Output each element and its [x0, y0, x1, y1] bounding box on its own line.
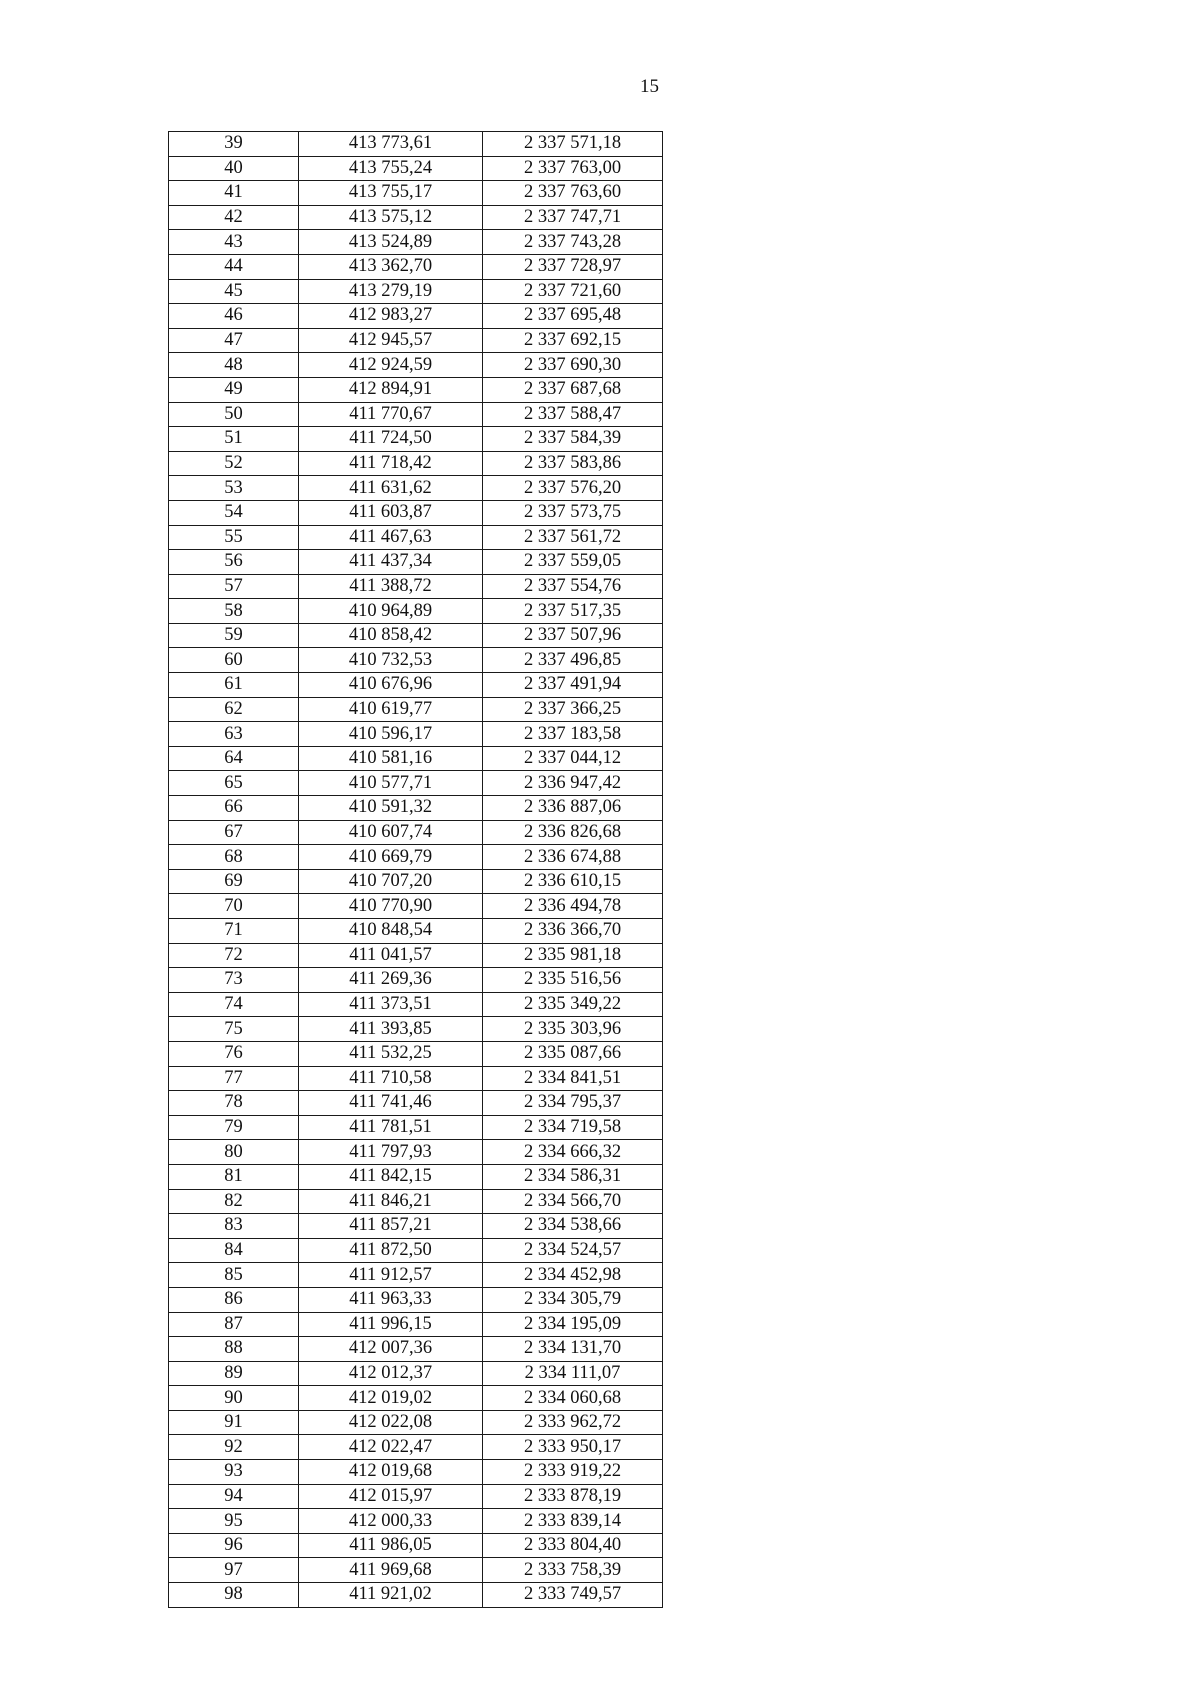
y-coordinate-cell: 2 337 763,00	[483, 156, 663, 181]
x-coordinate-cell: 412 019,02	[299, 1386, 483, 1411]
x-coordinate-cell: 411 269,36	[299, 968, 483, 993]
table-row	[169, 968, 663, 993]
y-coordinate-cell: 2 337 588,47	[483, 402, 663, 427]
page-number: 15	[640, 76, 659, 97]
y-coordinate-cell: 2 334 566,70	[483, 1189, 663, 1214]
x-coordinate-cell: 410 848,54	[299, 919, 483, 944]
point-number-cell: 66	[169, 796, 299, 821]
y-coordinate-cell: 2 334 060,68	[483, 1386, 663, 1411]
point-number-cell: 43	[169, 230, 299, 255]
y-coordinate-cell: 2 334 841,51	[483, 1066, 663, 1091]
point-number-cell: 74	[169, 992, 299, 1017]
y-coordinate-cell: 2 337 496,85	[483, 648, 663, 673]
point-number-cell: 64	[169, 746, 299, 771]
point-number-cell: 77	[169, 1066, 299, 1091]
point-number-cell: 50	[169, 402, 299, 427]
y-coordinate-cell: 2 334 719,58	[483, 1115, 663, 1140]
y-coordinate-cell: 2 333 804,40	[483, 1533, 663, 1558]
y-coordinate-cell: 2 334 586,31	[483, 1164, 663, 1189]
y-coordinate-cell: 2 337 747,71	[483, 205, 663, 230]
y-coordinate-cell: 2 337 695,48	[483, 304, 663, 329]
table-row	[169, 1558, 663, 1583]
table-row	[169, 919, 663, 944]
point-number-cell: 87	[169, 1312, 299, 1337]
y-coordinate-cell: 2 335 087,66	[483, 1041, 663, 1066]
x-coordinate-cell: 411 388,72	[299, 574, 483, 599]
y-coordinate-cell: 2 337 559,05	[483, 550, 663, 575]
x-coordinate-cell: 413 362,70	[299, 254, 483, 279]
table-row	[169, 451, 663, 476]
table-row	[169, 820, 663, 845]
x-coordinate-cell: 413 575,12	[299, 205, 483, 230]
x-coordinate-cell: 411 969,68	[299, 1558, 483, 1583]
table-row	[169, 894, 663, 919]
y-coordinate-cell: 2 336 674,88	[483, 845, 663, 870]
x-coordinate-cell: 411 603,87	[299, 500, 483, 525]
x-coordinate-cell: 413 755,17	[299, 181, 483, 206]
point-number-cell: 45	[169, 279, 299, 304]
x-coordinate-cell: 411 797,93	[299, 1140, 483, 1165]
table-row	[169, 156, 663, 181]
x-coordinate-cell: 410 596,17	[299, 722, 483, 747]
y-coordinate-cell: 2 337 692,15	[483, 328, 663, 353]
point-number-cell: 65	[169, 771, 299, 796]
table-row	[169, 328, 663, 353]
point-number-cell: 97	[169, 1558, 299, 1583]
table-row	[169, 476, 663, 501]
table-row	[169, 943, 663, 968]
y-coordinate-cell: 2 333 839,14	[483, 1509, 663, 1534]
y-coordinate-cell: 2 337 366,25	[483, 697, 663, 722]
table-row	[169, 1041, 663, 1066]
point-number-cell: 71	[169, 919, 299, 944]
y-coordinate-cell: 2 334 131,70	[483, 1337, 663, 1362]
x-coordinate-cell: 410 770,90	[299, 894, 483, 919]
y-coordinate-cell: 2 337 584,39	[483, 427, 663, 452]
y-coordinate-cell: 2 336 887,06	[483, 796, 663, 821]
point-number-cell: 41	[169, 181, 299, 206]
x-coordinate-cell: 411 724,50	[299, 427, 483, 452]
point-number-cell: 59	[169, 623, 299, 648]
y-coordinate-cell: 2 337 571,18	[483, 132, 663, 157]
y-coordinate-cell: 2 334 666,32	[483, 1140, 663, 1165]
point-number-cell: 57	[169, 574, 299, 599]
x-coordinate-cell: 411 532,25	[299, 1041, 483, 1066]
coordinates-table	[168, 131, 663, 1608]
y-coordinate-cell: 2 337 517,35	[483, 599, 663, 624]
x-coordinate-cell: 412 007,36	[299, 1337, 483, 1362]
table-row	[169, 1164, 663, 1189]
table-row	[169, 1091, 663, 1116]
x-coordinate-cell: 410 858,42	[299, 623, 483, 648]
x-coordinate-cell: 410 581,16	[299, 746, 483, 771]
x-coordinate-cell: 412 894,91	[299, 377, 483, 402]
point-number-cell: 78	[169, 1091, 299, 1116]
table-row	[169, 377, 663, 402]
x-coordinate-cell: 412 022,47	[299, 1435, 483, 1460]
y-coordinate-cell: 2 337 507,96	[483, 623, 663, 648]
x-coordinate-cell: 411 631,62	[299, 476, 483, 501]
point-number-cell: 93	[169, 1460, 299, 1485]
point-number-cell: 47	[169, 328, 299, 353]
x-coordinate-cell: 411 842,15	[299, 1164, 483, 1189]
x-coordinate-cell: 410 707,20	[299, 869, 483, 894]
y-coordinate-cell: 2 334 524,57	[483, 1238, 663, 1263]
point-number-cell: 92	[169, 1435, 299, 1460]
table-row	[169, 673, 663, 698]
x-coordinate-cell: 411 996,15	[299, 1312, 483, 1337]
x-coordinate-cell: 410 676,96	[299, 673, 483, 698]
y-coordinate-cell: 2 334 111,07	[483, 1361, 663, 1386]
x-coordinate-cell: 411 437,34	[299, 550, 483, 575]
table-row	[169, 574, 663, 599]
y-coordinate-cell: 2 337 583,86	[483, 451, 663, 476]
point-number-cell: 75	[169, 1017, 299, 1042]
y-coordinate-cell: 2 336 494,78	[483, 894, 663, 919]
y-coordinate-cell: 2 335 516,56	[483, 968, 663, 993]
point-number-cell: 86	[169, 1287, 299, 1312]
y-coordinate-cell: 2 337 687,68	[483, 377, 663, 402]
table-row	[169, 648, 663, 673]
point-number-cell: 85	[169, 1263, 299, 1288]
x-coordinate-cell: 411 710,58	[299, 1066, 483, 1091]
x-coordinate-cell: 411 857,21	[299, 1214, 483, 1239]
x-coordinate-cell: 411 467,63	[299, 525, 483, 550]
table-row	[169, 525, 663, 550]
point-number-cell: 68	[169, 845, 299, 870]
x-coordinate-cell: 411 041,57	[299, 943, 483, 968]
table-row	[169, 132, 663, 157]
x-coordinate-cell: 411 393,85	[299, 1017, 483, 1042]
x-coordinate-cell: 411 986,05	[299, 1533, 483, 1558]
y-coordinate-cell: 2 336 826,68	[483, 820, 663, 845]
point-number-cell: 62	[169, 697, 299, 722]
point-number-cell: 73	[169, 968, 299, 993]
table-row	[169, 1017, 663, 1042]
point-number-cell: 54	[169, 500, 299, 525]
table-row	[169, 353, 663, 378]
x-coordinate-cell: 412 015,97	[299, 1484, 483, 1509]
table-row	[169, 1435, 663, 1460]
point-number-cell: 94	[169, 1484, 299, 1509]
x-coordinate-cell: 410 607,74	[299, 820, 483, 845]
point-number-cell: 72	[169, 943, 299, 968]
table-row	[169, 1509, 663, 1534]
point-number-cell: 89	[169, 1361, 299, 1386]
x-coordinate-cell: 412 019,68	[299, 1460, 483, 1485]
point-number-cell: 67	[169, 820, 299, 845]
table-row	[169, 623, 663, 648]
table-row	[169, 697, 663, 722]
table-row	[169, 599, 663, 624]
point-number-cell: 40	[169, 156, 299, 181]
y-coordinate-cell: 2 337 183,58	[483, 722, 663, 747]
table-row	[169, 304, 663, 329]
y-coordinate-cell: 2 337 763,60	[483, 181, 663, 206]
table-row	[169, 1460, 663, 1485]
table-row	[169, 796, 663, 821]
point-number-cell: 46	[169, 304, 299, 329]
point-number-cell: 84	[169, 1238, 299, 1263]
y-coordinate-cell: 2 335 303,96	[483, 1017, 663, 1042]
table-row	[169, 1361, 663, 1386]
x-coordinate-cell: 411 781,51	[299, 1115, 483, 1140]
table-row	[169, 1214, 663, 1239]
table-row	[169, 1189, 663, 1214]
point-number-cell: 90	[169, 1386, 299, 1411]
y-coordinate-cell: 2 337 561,72	[483, 525, 663, 550]
x-coordinate-cell: 412 983,27	[299, 304, 483, 329]
table-row	[169, 1140, 663, 1165]
table-row	[169, 1386, 663, 1411]
table-row	[169, 1583, 663, 1608]
x-coordinate-cell: 411 912,57	[299, 1263, 483, 1288]
table-row	[169, 746, 663, 771]
point-number-cell: 76	[169, 1041, 299, 1066]
coordinates-table-body	[169, 132, 663, 1608]
x-coordinate-cell: 410 732,53	[299, 648, 483, 673]
point-number-cell: 69	[169, 869, 299, 894]
y-coordinate-cell: 2 337 728,97	[483, 254, 663, 279]
table-row	[169, 279, 663, 304]
point-number-cell: 98	[169, 1583, 299, 1608]
point-number-cell: 88	[169, 1337, 299, 1362]
y-coordinate-cell: 2 337 044,12	[483, 746, 663, 771]
point-number-cell: 63	[169, 722, 299, 747]
y-coordinate-cell: 2 337 743,28	[483, 230, 663, 255]
x-coordinate-cell: 411 770,67	[299, 402, 483, 427]
y-coordinate-cell: 2 333 749,57	[483, 1583, 663, 1608]
y-coordinate-cell: 2 334 795,37	[483, 1091, 663, 1116]
x-coordinate-cell: 411 373,51	[299, 992, 483, 1017]
point-number-cell: 53	[169, 476, 299, 501]
point-number-cell: 52	[169, 451, 299, 476]
table-row	[169, 1337, 663, 1362]
y-coordinate-cell: 2 334 452,98	[483, 1263, 663, 1288]
y-coordinate-cell: 2 333 950,17	[483, 1435, 663, 1460]
point-number-cell: 60	[169, 648, 299, 673]
point-number-cell: 51	[169, 427, 299, 452]
point-number-cell: 55	[169, 525, 299, 550]
table-row	[169, 992, 663, 1017]
y-coordinate-cell: 2 337 573,75	[483, 500, 663, 525]
point-number-cell: 48	[169, 353, 299, 378]
point-number-cell: 56	[169, 550, 299, 575]
y-coordinate-cell: 2 334 538,66	[483, 1214, 663, 1239]
y-coordinate-cell: 2 333 758,39	[483, 1558, 663, 1583]
x-coordinate-cell: 410 619,77	[299, 697, 483, 722]
point-number-cell: 42	[169, 205, 299, 230]
x-coordinate-cell: 410 669,79	[299, 845, 483, 870]
y-coordinate-cell: 2 333 962,72	[483, 1410, 663, 1435]
table-row	[169, 1115, 663, 1140]
y-coordinate-cell: 2 334 305,79	[483, 1287, 663, 1312]
y-coordinate-cell: 2 335 981,18	[483, 943, 663, 968]
point-number-cell: 81	[169, 1164, 299, 1189]
y-coordinate-cell: 2 334 195,09	[483, 1312, 663, 1337]
y-coordinate-cell: 2 336 947,42	[483, 771, 663, 796]
x-coordinate-cell: 412 924,59	[299, 353, 483, 378]
point-number-cell: 70	[169, 894, 299, 919]
x-coordinate-cell: 410 964,89	[299, 599, 483, 624]
x-coordinate-cell: 411 718,42	[299, 451, 483, 476]
y-coordinate-cell: 2 337 721,60	[483, 279, 663, 304]
y-coordinate-cell: 2 336 366,70	[483, 919, 663, 944]
y-coordinate-cell: 2 337 576,20	[483, 476, 663, 501]
y-coordinate-cell: 2 336 610,15	[483, 869, 663, 894]
table-row	[169, 427, 663, 452]
point-number-cell: 83	[169, 1214, 299, 1239]
point-number-cell: 58	[169, 599, 299, 624]
table-row	[169, 402, 663, 427]
table-row	[169, 1312, 663, 1337]
table-row	[169, 722, 663, 747]
table-row	[169, 845, 663, 870]
x-coordinate-cell: 410 591,32	[299, 796, 483, 821]
point-number-cell: 44	[169, 254, 299, 279]
table-row	[169, 1263, 663, 1288]
table-row	[169, 1066, 663, 1091]
x-coordinate-cell: 412 000,33	[299, 1509, 483, 1534]
point-number-cell: 91	[169, 1410, 299, 1435]
x-coordinate-cell: 412 012,37	[299, 1361, 483, 1386]
table-row	[169, 550, 663, 575]
x-coordinate-cell: 412 945,57	[299, 328, 483, 353]
y-coordinate-cell: 2 333 919,22	[483, 1460, 663, 1485]
table-row	[169, 254, 663, 279]
point-number-cell: 96	[169, 1533, 299, 1558]
table-row	[169, 1410, 663, 1435]
table-row	[169, 500, 663, 525]
x-coordinate-cell: 413 279,19	[299, 279, 483, 304]
table-row	[169, 771, 663, 796]
y-coordinate-cell: 2 333 878,19	[483, 1484, 663, 1509]
y-coordinate-cell: 2 337 690,30	[483, 353, 663, 378]
x-coordinate-cell: 411 963,33	[299, 1287, 483, 1312]
table-row	[169, 1287, 663, 1312]
point-number-cell: 61	[169, 673, 299, 698]
x-coordinate-cell: 413 773,61	[299, 132, 483, 157]
table-row	[169, 1238, 663, 1263]
table-row	[169, 869, 663, 894]
point-number-cell: 82	[169, 1189, 299, 1214]
x-coordinate-cell: 411 846,21	[299, 1189, 483, 1214]
table-row	[169, 230, 663, 255]
table-row	[169, 181, 663, 206]
x-coordinate-cell: 411 741,46	[299, 1091, 483, 1116]
y-coordinate-cell: 2 337 554,76	[483, 574, 663, 599]
x-coordinate-cell: 411 872,50	[299, 1238, 483, 1263]
y-coordinate-cell: 2 337 491,94	[483, 673, 663, 698]
y-coordinate-cell: 2 335 349,22	[483, 992, 663, 1017]
point-number-cell: 49	[169, 377, 299, 402]
table-row	[169, 205, 663, 230]
table-row	[169, 1533, 663, 1558]
x-coordinate-cell: 411 921,02	[299, 1583, 483, 1608]
x-coordinate-cell: 412 022,08	[299, 1410, 483, 1435]
point-number-cell: 39	[169, 132, 299, 157]
point-number-cell: 80	[169, 1140, 299, 1165]
point-number-cell: 79	[169, 1115, 299, 1140]
point-number-cell: 95	[169, 1509, 299, 1534]
x-coordinate-cell: 413 755,24	[299, 156, 483, 181]
x-coordinate-cell: 413 524,89	[299, 230, 483, 255]
table-row	[169, 1484, 663, 1509]
x-coordinate-cell: 410 577,71	[299, 771, 483, 796]
